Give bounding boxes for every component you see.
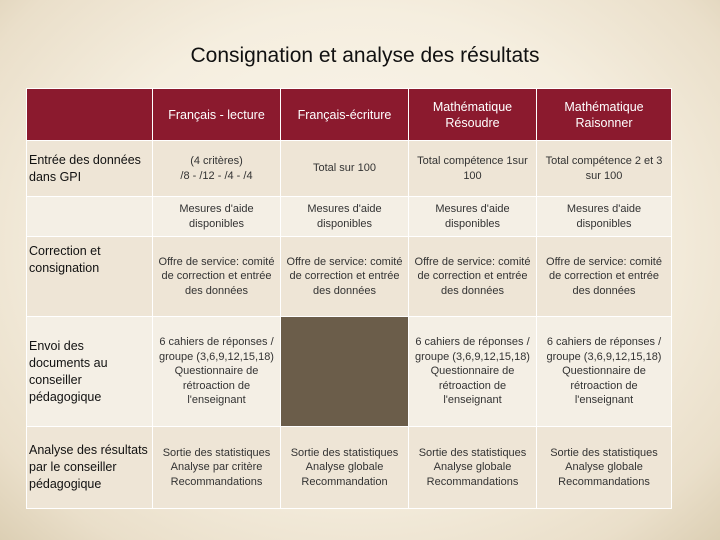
slide-title: Consignation et analyse des résultats (190, 44, 540, 67)
table-cell: Sortie des statistiques Analyse globale Recommandation (281, 427, 409, 509)
table-cell: Offre de service: comité de correction et entrée des données (409, 237, 537, 317)
table-cell: 6 cahiers de réponses / groupe (3,6,9,12,15,18) Questionnaire de rétroaction de l'enseignant (409, 317, 537, 427)
table-row (27, 317, 672, 427)
table-cell: (4 critères) /8 - /12 - /4 - /4 (153, 141, 281, 197)
table-cell: Total sur 100 (281, 141, 409, 197)
empty-dark-cell (281, 317, 409, 427)
row-header-empty (27, 197, 153, 237)
table-cell: Sortie des statistiques Analyse par critère Recommandations (153, 427, 281, 509)
table-cell: Sortie des statistiques Analyse globale Recommandations (537, 427, 672, 509)
results-table (26, 88, 672, 509)
table-cell: Mesures d'aide disponibles (153, 197, 281, 237)
table-cell: Total compétence 1sur 100 (409, 141, 537, 197)
table-cell: 6 cahiers de réponses / groupe (3,6,9,12,15,18) Questionnaire de rétroaction de l'enseignant (153, 317, 281, 427)
table-cell: Sortie des statistiques Analyse globale Recommandations (409, 427, 537, 509)
table-row (27, 141, 672, 197)
table-row (27, 237, 672, 317)
column-header-math-raisonner: Mathématique Raisonner (537, 89, 672, 141)
table-cell: Offre de service: comité de correction et entrée des données (281, 237, 409, 317)
table-cell: 6 cahiers de réponses / groupe (3,6,9,12,15,18) Questionnaire de rétroaction de l'enseignant (537, 317, 672, 427)
column-header-math-resoudre: Mathématique Résoudre (409, 89, 537, 141)
row-header-correction: Correction et consignation (27, 237, 153, 317)
row-header-analyse-resultats: Analyse des résultats par le conseiller pédagogique (27, 427, 153, 509)
table-cell: Mesures d'aide disponibles (537, 197, 672, 237)
table-cell: Total compétence 2 et 3 sur 100 (537, 141, 672, 197)
column-header-francais-lecture: Français - lecture (153, 89, 281, 141)
row-header-entree-donnees: Entrée des données dans GPI (27, 141, 153, 197)
table-cell: Mesures d'aide disponibles (409, 197, 537, 237)
corner-cell (27, 89, 153, 141)
column-header-francais-ecriture: Français-écriture (281, 89, 409, 141)
row-header-envoi-documents: Envoi des documents au conseiller pédagogique (27, 317, 153, 427)
table-cell: Offre de service: comité de correction et entrée des données (153, 237, 281, 317)
table-row (27, 427, 672, 509)
table-cell: Offre de service: comité de correction et entrée des données (537, 237, 672, 317)
table-row (27, 197, 672, 237)
header-row (27, 89, 672, 141)
table-cell: Mesures d'aide disponibles (281, 197, 409, 237)
